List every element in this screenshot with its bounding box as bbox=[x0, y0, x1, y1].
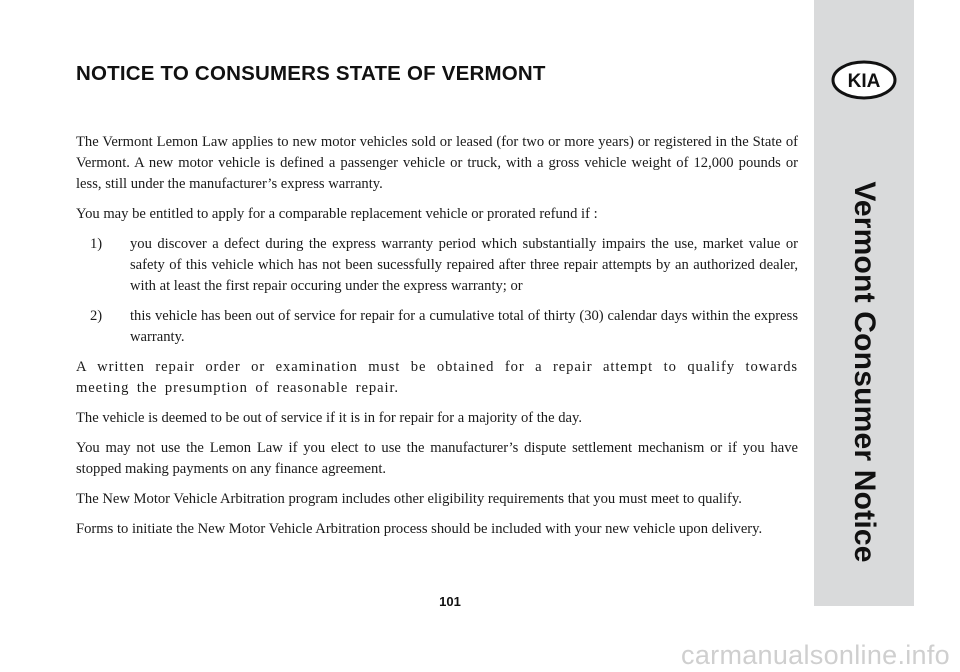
page-title: NOTICE TO CONSUMERS STATE OF VERMONT bbox=[76, 62, 546, 85]
entitled-paragraph: You may be entitled to apply for a comparable replacement vehicle or prorated refund if : bbox=[76, 206, 598, 222]
repair-order-paragraph: A written repair order or examination must be obtained for a repair attempt to qualify towards meeting the presumption of reasonable repair. bbox=[76, 359, 798, 396]
sidebar bbox=[814, 0, 914, 606]
list-item-text: this vehicle has been out of service for repair for a cumulative total of thirty (30) calendar days within the express warranty. bbox=[130, 308, 798, 345]
arbitration-paragraph: The New Motor Vehicle Arbitration program includes other eligibility requirements that you must meet to qualify. bbox=[76, 491, 742, 507]
list-item bbox=[76, 306, 798, 348]
list-item-number: 1) bbox=[90, 236, 103, 252]
page-number: 101 bbox=[439, 594, 461, 609]
list-item-number: 2) bbox=[90, 308, 103, 324]
forms-paragraph: Forms to initiate the New Motor Vehicle Arbitration process should be included with your new vehicle upon delivery. bbox=[76, 521, 763, 537]
dispute-paragraph: You may not use the Lemon Law if you elect to use the manufacturer’s dispute settlement mechanism or if you have stopped making payments on any finance agreement. bbox=[76, 440, 798, 477]
out-of-service-paragraph: The vehicle is deemed to be out of service if it is in for repair for a majority of the day. bbox=[76, 410, 583, 426]
logo-text: KIA bbox=[847, 71, 881, 92]
watermark: carmanualsonline.info bbox=[681, 640, 950, 670]
kia-logo-icon bbox=[831, 60, 897, 100]
notice-body bbox=[76, 132, 798, 549]
conditions-list bbox=[76, 234, 798, 348]
list-item bbox=[76, 234, 798, 297]
list-item-text: you discover a defect during the express warranty period which substantially impairs the use, market value or safety of this vehicle which has not been sucessfully repaired after three repair attempts by an authorized dealer, with at least the first repair occuring under the express warranty; or bbox=[130, 236, 798, 294]
intro-paragraph: The Vermont Lemon Law applies to new motor vehicles sold or leased (for two or more years) or registered in the State of Vermont. A new motor vehicle is defined a passenger vehicle or truck, with a gross vehicle weight of 12,000 pounds or less, still under the manufacturer’s express warranty. bbox=[76, 134, 798, 192]
sidebar-title: Vermont Consumer Notice bbox=[848, 181, 881, 563]
